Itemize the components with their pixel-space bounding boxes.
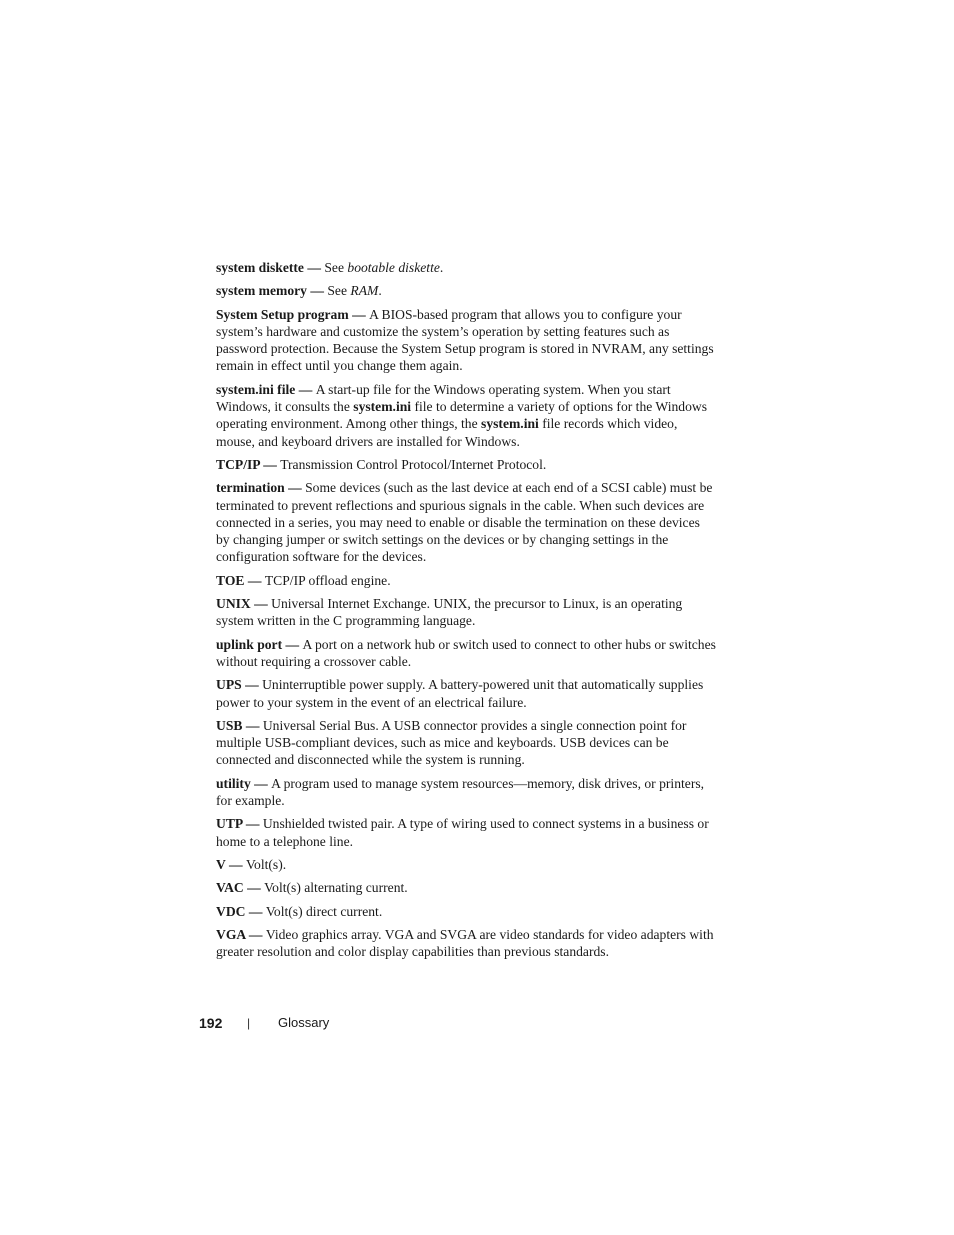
glossary-entry (216, 903, 716, 920)
definition-text: TCP/IP offload engine. (264, 572, 391, 588)
glossary-term: VGA (216, 926, 246, 942)
footer-separator: | (247, 1016, 251, 1030)
definition-text: file records which video, mouse, and keyboard drivers are installed for Windows. (216, 416, 678, 449)
glossary-entry (216, 595, 716, 630)
glossary-term: system.ini file (216, 381, 296, 397)
glossary-entry (216, 306, 716, 375)
glossary-entry (216, 717, 716, 769)
term-dash: — (225, 856, 246, 872)
term-dash: — (245, 926, 266, 942)
glossary-entry (216, 775, 716, 810)
definition-text: A port on a network hub or switch used to connect to other hubs or switches without requiring a crossover cable. (216, 636, 716, 669)
definition-text: Uninterruptible power supply. A battery-powered unit that automatically supplies power to your system in the event of an electrical failure. (216, 677, 704, 710)
term-dash: — (242, 816, 263, 832)
glossary-term: V (216, 856, 226, 872)
definition-text: Transmission Control Protocol/Internet Protocol. (280, 456, 547, 472)
definition-text: Some devices (such as the last device at each end of a SCSI cable) must be terminated to prevent reflections and spurious signals in the cable. When such devices are connected in a series, you may need to enable or disable the termination on these devices by changing jumper or switch settings on the devices or by changing settings in the configuration software for the devices. (216, 480, 713, 565)
glossary-term: system diskette (216, 260, 304, 275)
definition-text: A start-up file for the Windows operating system. When you start Windows, it consults the (216, 381, 671, 415)
definition-text: Universal Internet Exchange. UNIX, the precursor to Linux, is an operating system written in the C programming language. (216, 596, 683, 629)
definition-text: Universal Serial Bus. A USB connector provides a single connection point for multiple USB-compliant devices, such as mice and keyboards. USB devices can be connected and disconnected while the system is running. (216, 717, 687, 768)
glossary-entry (216, 381, 716, 450)
filename: system.ini (353, 399, 412, 415)
glossary-entry (216, 856, 716, 873)
glossary-term: utility (216, 775, 251, 791)
glossary-entry (216, 815, 716, 850)
glossary-entry (216, 479, 716, 565)
term-dash: — (259, 456, 281, 472)
glossary-term: UTP (216, 816, 243, 832)
glossary-entry (216, 572, 716, 589)
glossary-entry (216, 926, 716, 961)
glossary-term: TOE (216, 572, 245, 588)
section-title: Glossary (278, 1015, 330, 1030)
page-number: 192 (199, 1015, 223, 1031)
definition-text: See (327, 283, 351, 299)
definition-text: Volt(s). (245, 856, 287, 872)
glossary-term: system memory (216, 283, 307, 299)
glossary-term: TCP/IP (216, 456, 260, 472)
glossary-entry (216, 676, 716, 711)
glossary-entry (216, 282, 716, 299)
term-dash: — (250, 596, 272, 612)
filename: system.ini (481, 416, 539, 432)
glossary-entry (216, 879, 716, 896)
cross-reference: RAM (350, 283, 379, 299)
term-dash: — (241, 677, 263, 693)
definition-text: A program used to manage system resources—memory, disk drives, or printers, for example. (216, 775, 705, 809)
cross-reference: bootable diskette (347, 260, 440, 275)
definition-text: A BIOS-based program that allows you to configure your system’s hardware and customize the system’s operation by setting features such as password protection. Because the System Setup program is stored in NVRAM, any settings remain in effect until you change them again. (216, 306, 714, 374)
term-dash: — (250, 775, 272, 791)
term-dash: — (242, 717, 263, 733)
definition-text: Volt(s) direct current. (265, 903, 383, 919)
definition-text: Volt(s) alternating current. (264, 880, 408, 896)
definition-text: See (324, 260, 348, 275)
glossary-term: UNIX (216, 596, 251, 612)
definition-text: Unshielded twisted pair. A type of wiring used to connect systems in a business or home to a telephone line. (216, 816, 709, 849)
definition-text: . (439, 260, 444, 275)
term-dash: — (303, 260, 325, 275)
term-dash: — (348, 306, 370, 322)
term-dash: — (306, 283, 328, 299)
term-dash: — (245, 903, 266, 919)
glossary-term: VDC (216, 903, 246, 919)
term-dash: — (295, 381, 316, 397)
glossary-term: termination (216, 480, 285, 496)
glossary-entry (216, 636, 716, 671)
glossary-entry (216, 259, 716, 276)
definition-text: file to determine a variety of options for the Windows operating environment. Among other things, the (216, 399, 707, 432)
glossary-entries (216, 259, 716, 966)
definition-text: Video graphics array. VGA and SVGA are video standards for video adapters with greater resolution and color display capabilities than previous standards. (216, 926, 714, 960)
glossary-term: USB (216, 717, 243, 733)
glossary-entry (216, 456, 716, 473)
term-dash: — (243, 880, 265, 896)
definition-text: . (378, 283, 382, 299)
glossary-term: VAC (216, 880, 244, 896)
term-dash: — (282, 636, 303, 652)
glossary-term: System Setup program (216, 306, 349, 322)
term-dash: — (244, 572, 265, 588)
glossary-term: uplink port (216, 636, 283, 652)
glossary-term: UPS (216, 677, 242, 693)
term-dash: — (284, 480, 306, 496)
